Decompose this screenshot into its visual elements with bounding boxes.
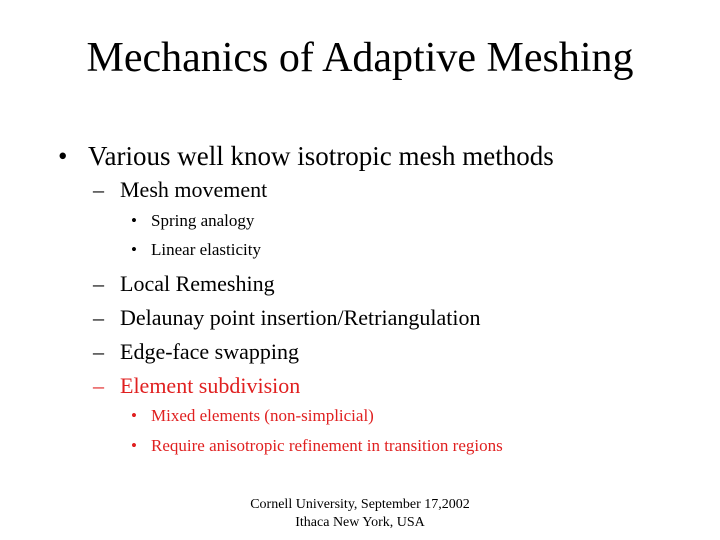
bullet-marker: • [131, 406, 137, 425]
dash-marker: – [93, 271, 104, 296]
sub-sub-bullet-text: Spring analogy [151, 211, 255, 230]
sub-sub-bullet-text: Linear elasticity [151, 240, 261, 259]
footer-line-1: Cornell University, September 17,2002 [250, 497, 470, 512]
slide-footer [0, 496, 720, 532]
sub-sub-bullet-text: Mixed elements (non-simplicial) [151, 406, 374, 425]
bullet-marker: • [58, 141, 68, 171]
dash-marker: – [93, 339, 104, 364]
footer-line-2: Ithaca New York, USA [295, 515, 425, 530]
bullet-text: Various well know isotropic mesh methods [88, 141, 554, 171]
bullet-marker: • [131, 436, 137, 455]
sub-bullet-text: Delaunay point insertion/Retriangulation [120, 305, 481, 330]
bullet-marker: • [131, 240, 137, 259]
dash-marker: – [93, 177, 104, 202]
sub-bullet-text: Mesh movement [120, 177, 268, 202]
sub-bullet-text: Element subdivision [120, 373, 301, 398]
sub-bullet-text: Edge-face swapping [120, 339, 299, 364]
bullet-marker: • [131, 211, 137, 230]
sub-bullet-text: Local Remeshing [120, 271, 275, 296]
dash-marker: – [93, 373, 104, 398]
dash-marker: – [93, 305, 104, 330]
slide-title: Mechanics of Adaptive Meshing [86, 35, 634, 81]
sub-sub-bullet-text: Require anisotropic refinement in transition regions [151, 436, 503, 455]
